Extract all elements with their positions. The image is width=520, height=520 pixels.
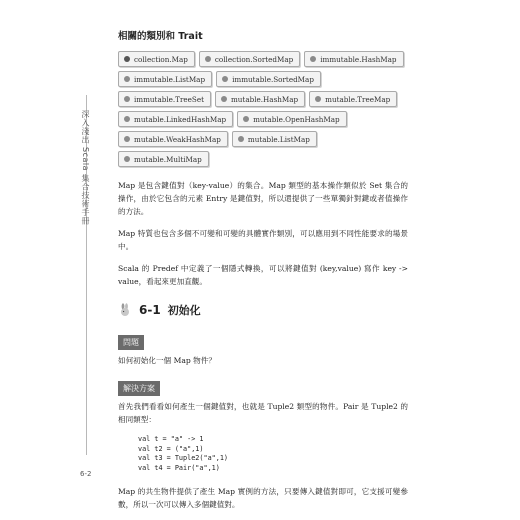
class-tag (237, 111, 347, 127)
class-tag (304, 51, 403, 67)
class-tag-label: immutable.TreeSet (134, 94, 204, 104)
class-tag-label: mutable.TreeMap (325, 94, 391, 104)
solution-text: 首先我們看看如何產生一個鍵值對，也就是 Tuple2 類型的物件。Pair 是 Tuple2 的相同類型： (118, 402, 408, 424)
class-tag-label: mutable.HashMap (230, 94, 299, 104)
class-tag (118, 111, 233, 127)
bullet-dot-icon (124, 76, 130, 82)
chapter-title: 初始化 (167, 304, 201, 317)
page-number: 6-2 (80, 470, 92, 478)
class-tag-label: immutable.HashMap (320, 54, 397, 64)
class-tag (216, 71, 321, 87)
solution-after-text: Map 的共生物件提供了產生 Map 實例的方法，只要傳入鍵值對即可，它支援可變參數，所以一次可以傳入多個鍵值對。 (118, 487, 408, 509)
class-tag (199, 51, 300, 67)
code-block: val t = "a" -> 1 val t2 = ("a",1) val t3 = Tuple2("a",1) val t4 = Pair("a",1) (138, 435, 229, 472)
class-tag-label: mutable.ListMap (247, 134, 310, 144)
bullet-dot-icon (124, 116, 130, 122)
page-content (118, 28, 408, 520)
class-tag-label: mutable.LinkedHashMap (134, 114, 227, 124)
problem-label: 問題 (118, 335, 144, 350)
class-tag-label: collection.Map (134, 54, 188, 64)
class-tag-label: mutable.WeakHashMap (134, 134, 221, 144)
class-tag-label: collection.SortedMap (214, 54, 294, 64)
class-tag (309, 91, 397, 107)
class-tag (118, 71, 212, 87)
bullet-dot-icon (205, 56, 211, 62)
book-title: 深入淺出 Scala 集合技術手冊 (81, 110, 90, 226)
bullet-dot-icon (222, 76, 228, 82)
class-tag-label: mutable.OpenHashMap (253, 114, 340, 124)
class-tag-label: immutable.SortedMap (232, 74, 314, 84)
class-tag-label: immutable.ListMap (134, 74, 206, 84)
paragraph-2: Map 特質也包含多個不可變和可變的具體實作類別，可以應用到不同性能要求的場景中。 (118, 229, 408, 251)
class-tag (118, 151, 209, 167)
class-tag (118, 51, 195, 67)
solution-label: 解決方案 (118, 381, 160, 396)
bullet-dot-icon (243, 116, 249, 122)
class-tag (118, 91, 211, 107)
class-tag (232, 131, 317, 147)
bullet-dot-icon (315, 96, 321, 102)
bullet-dot-icon (124, 136, 130, 142)
bullet-dot-icon (221, 96, 227, 102)
paragraph-1: Map 是包含鍵值對（key-value）的集合。Map 類型的基本操作類似於 Set 集合的操作，由於它包含的元素 Entry 是鍵值對，所以還提供了一些單獨針對鍵或者值操作的方法。 (118, 181, 408, 216)
bullet-dot-icon (310, 56, 316, 62)
chapter-number: 6-1 (139, 303, 161, 317)
paragraph-3: Scala 的 Predef 中定義了一個隱式轉換，可以將鍵值對 (key,value) 寫作 key -> value，看起來更加直觀。 (118, 264, 408, 286)
bullet-dot-icon (124, 56, 130, 62)
bullet-dot-icon (124, 156, 130, 162)
problem-text: 如何初始化一個 Map 物件？ (118, 356, 216, 365)
class-tag (215, 91, 305, 107)
class-tag (118, 131, 228, 147)
bullet-dot-icon (238, 136, 244, 142)
rabbit-icon (118, 303, 132, 317)
chapter-heading (118, 302, 408, 318)
bullet-dot-icon (124, 96, 130, 102)
class-tag-label: mutable.MultiMap (134, 154, 202, 164)
tag-list (118, 51, 408, 167)
section-title: 相關的類別和 Trait (118, 31, 203, 42)
